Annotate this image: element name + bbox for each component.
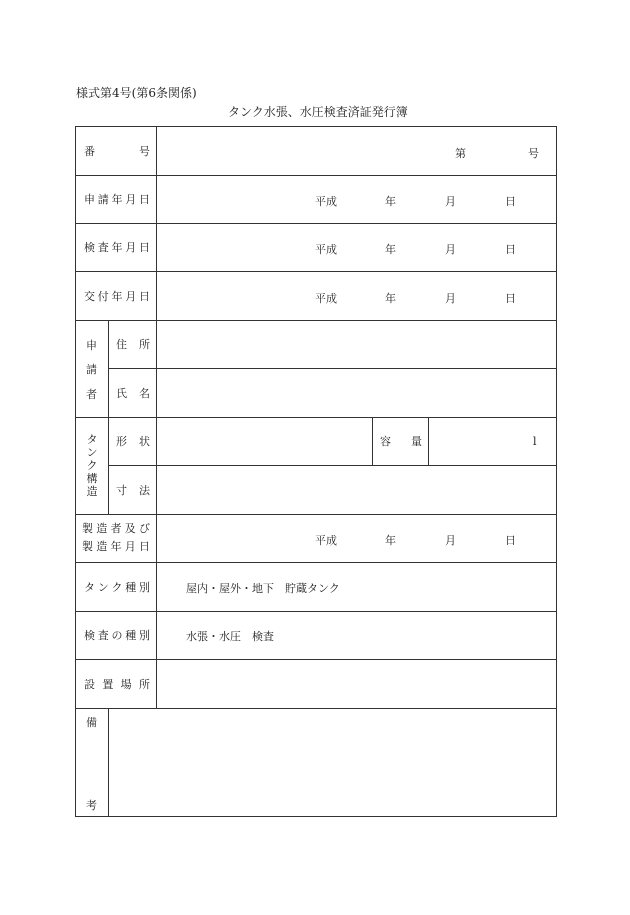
location-label: 設 置 場 所 <box>84 677 150 691</box>
tank-type-value: 屋内・屋外・地下 貯蔵タンク <box>186 582 340 595</box>
name-label: 氏 名 <box>116 386 150 400</box>
number-label: 番 号 <box>84 144 150 158</box>
number-go: 号 <box>528 147 539 160</box>
inspection-date-label: 検 査 年 月 日 <box>84 241 150 254</box>
manufacturer-label-line2: 製 造 年 月 日 <box>82 540 150 553</box>
issue-date-label: 交 付 年 月 日 <box>84 289 150 303</box>
application-date-day: 日 <box>505 195 516 208</box>
application-date-era: 平成 <box>315 195 337 208</box>
remarks-label-bottom: 考 <box>86 799 97 812</box>
applicant-group-label-1: 申 <box>86 339 97 352</box>
issue-date-month: 月 <box>445 292 456 305</box>
tank-structure-group-label: タ ン ク 構 造 <box>86 433 98 498</box>
inspection-date-era: 平成 <box>315 243 337 256</box>
inspection-type-value: 水張・水圧 検査 <box>186 630 274 643</box>
issue-date-era: 平成 <box>315 292 337 305</box>
inspection-date-day: 日 <box>505 243 516 256</box>
document-title: タンク水張、水圧検査済証発行簿 <box>228 105 408 119</box>
applicant-group-label-3: 者 <box>86 388 97 401</box>
form-number: 様式第4号(第6条関係) <box>76 86 197 100</box>
remarks-label-top: 備 <box>86 716 97 729</box>
application-date-label: 申 請 年 月 日 <box>84 193 150 206</box>
address-label: 住 所 <box>116 338 150 351</box>
manufacturer-year: 年 <box>385 534 396 547</box>
capacity-unit: l <box>533 435 537 448</box>
inspection-date-year: 年 <box>385 243 396 256</box>
shape-label: 形 状 <box>116 435 150 448</box>
issue-date-day: 日 <box>505 292 516 305</box>
inspection-type-label: 検 査 の 種 別 <box>84 629 150 642</box>
manufacturer-day: 日 <box>505 534 516 547</box>
number-dai: 第 <box>455 147 466 160</box>
capacity-label: 容 量 <box>380 435 422 448</box>
applicant-group-label-2: 請 <box>86 363 97 376</box>
manufacturer-month: 月 <box>445 534 456 547</box>
manufacturer-label-line1: 製 造 者 及 び <box>82 522 150 535</box>
issue-date-year: 年 <box>385 292 396 305</box>
manufacturer-era: 平成 <box>315 534 337 547</box>
dimensions-label: 寸 法 <box>116 483 150 497</box>
application-date-year: 年 <box>385 195 396 208</box>
tank-type-label: タ ン ク 種 別 <box>84 580 150 594</box>
inspection-date-month: 月 <box>445 243 456 256</box>
application-date-month: 月 <box>445 195 456 208</box>
